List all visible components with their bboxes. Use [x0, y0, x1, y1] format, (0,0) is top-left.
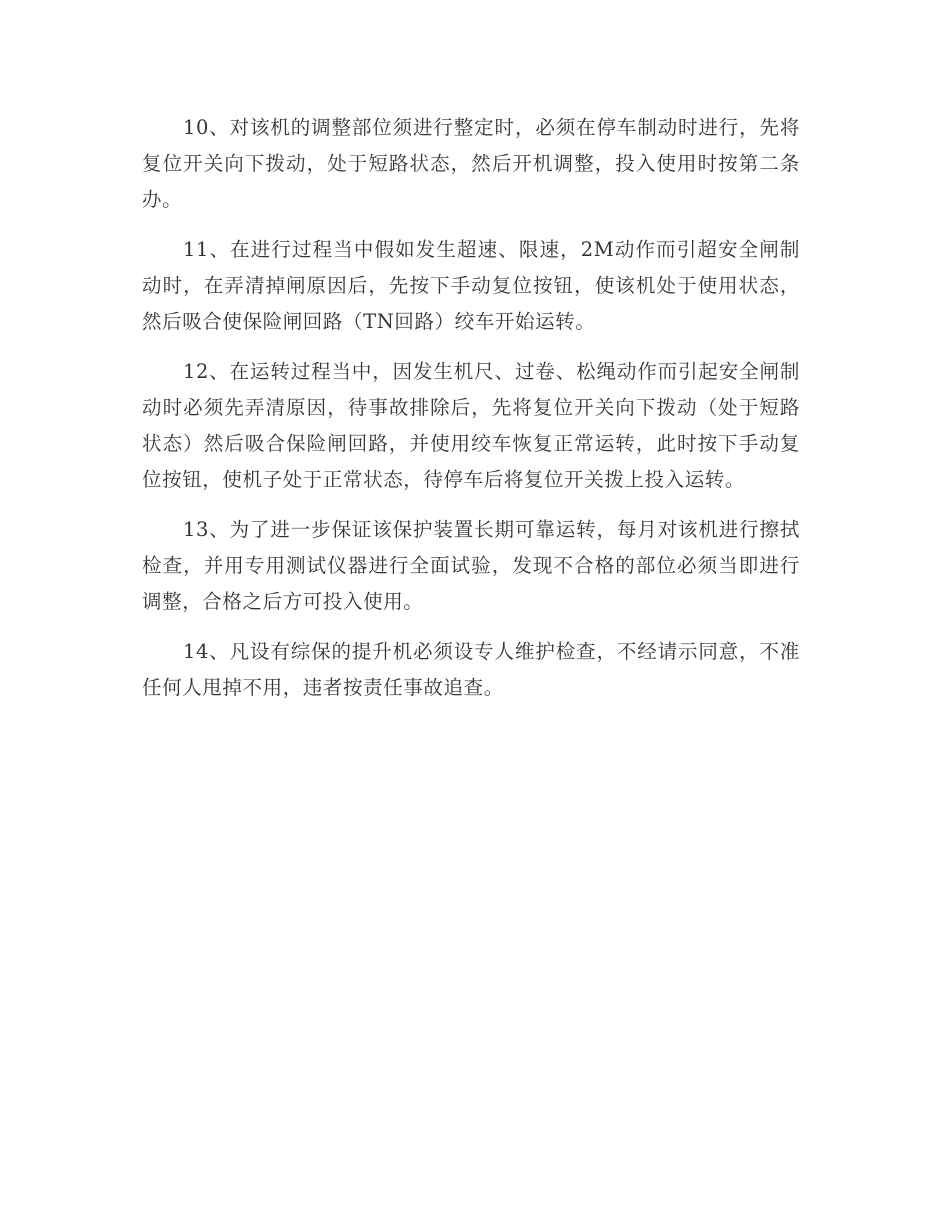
paragraph-12: 12、在运转过程当中，因发生机尺、过卷、松绳动作而引起安全闸制动时必须先弄清原因，待事故排除后，先将复位开关向下拨动（处于短路状态）然后吸合保险闸回路，并使用绞车恢复正常运转，此时按下手动复位按钮，使机子处于正常状态，待停车后将复位开关拨上投入运转。 [142, 360, 800, 491]
paragraph-13: 13、为了进一步保证该保护装置长期可靠运转，每月对该机进行擦拭检查，并用专用测试仪器进行全面试验，发现不合格的部位必须当即进行调整，合格之后方可投入使用。 [142, 518, 800, 613]
document-body [142, 110, 800, 720]
paragraph-11: 11、在进行过程当中假如发生超速、限速，2M动作而引超安全闸制动时，在弄清掉闸原因后，先按下手动复位按钮，使该机处于使用状态，然后吸合使保险闸回路（TN回路）绞车开始运转。 [142, 238, 800, 333]
paragraph-10: 10、对该机的调整部位须进行整定时，必须在停车制动时进行，先将复位开关向下拨动，处于短路状态，然后开机调整，投入使用时按第二条办。 [142, 116, 800, 211]
paragraph-14: 14、凡设有综保的提升机必须设专人维护检查，不经请示同意，不准任何人甩掉不用，违者按责任事故追查。 [142, 640, 800, 699]
